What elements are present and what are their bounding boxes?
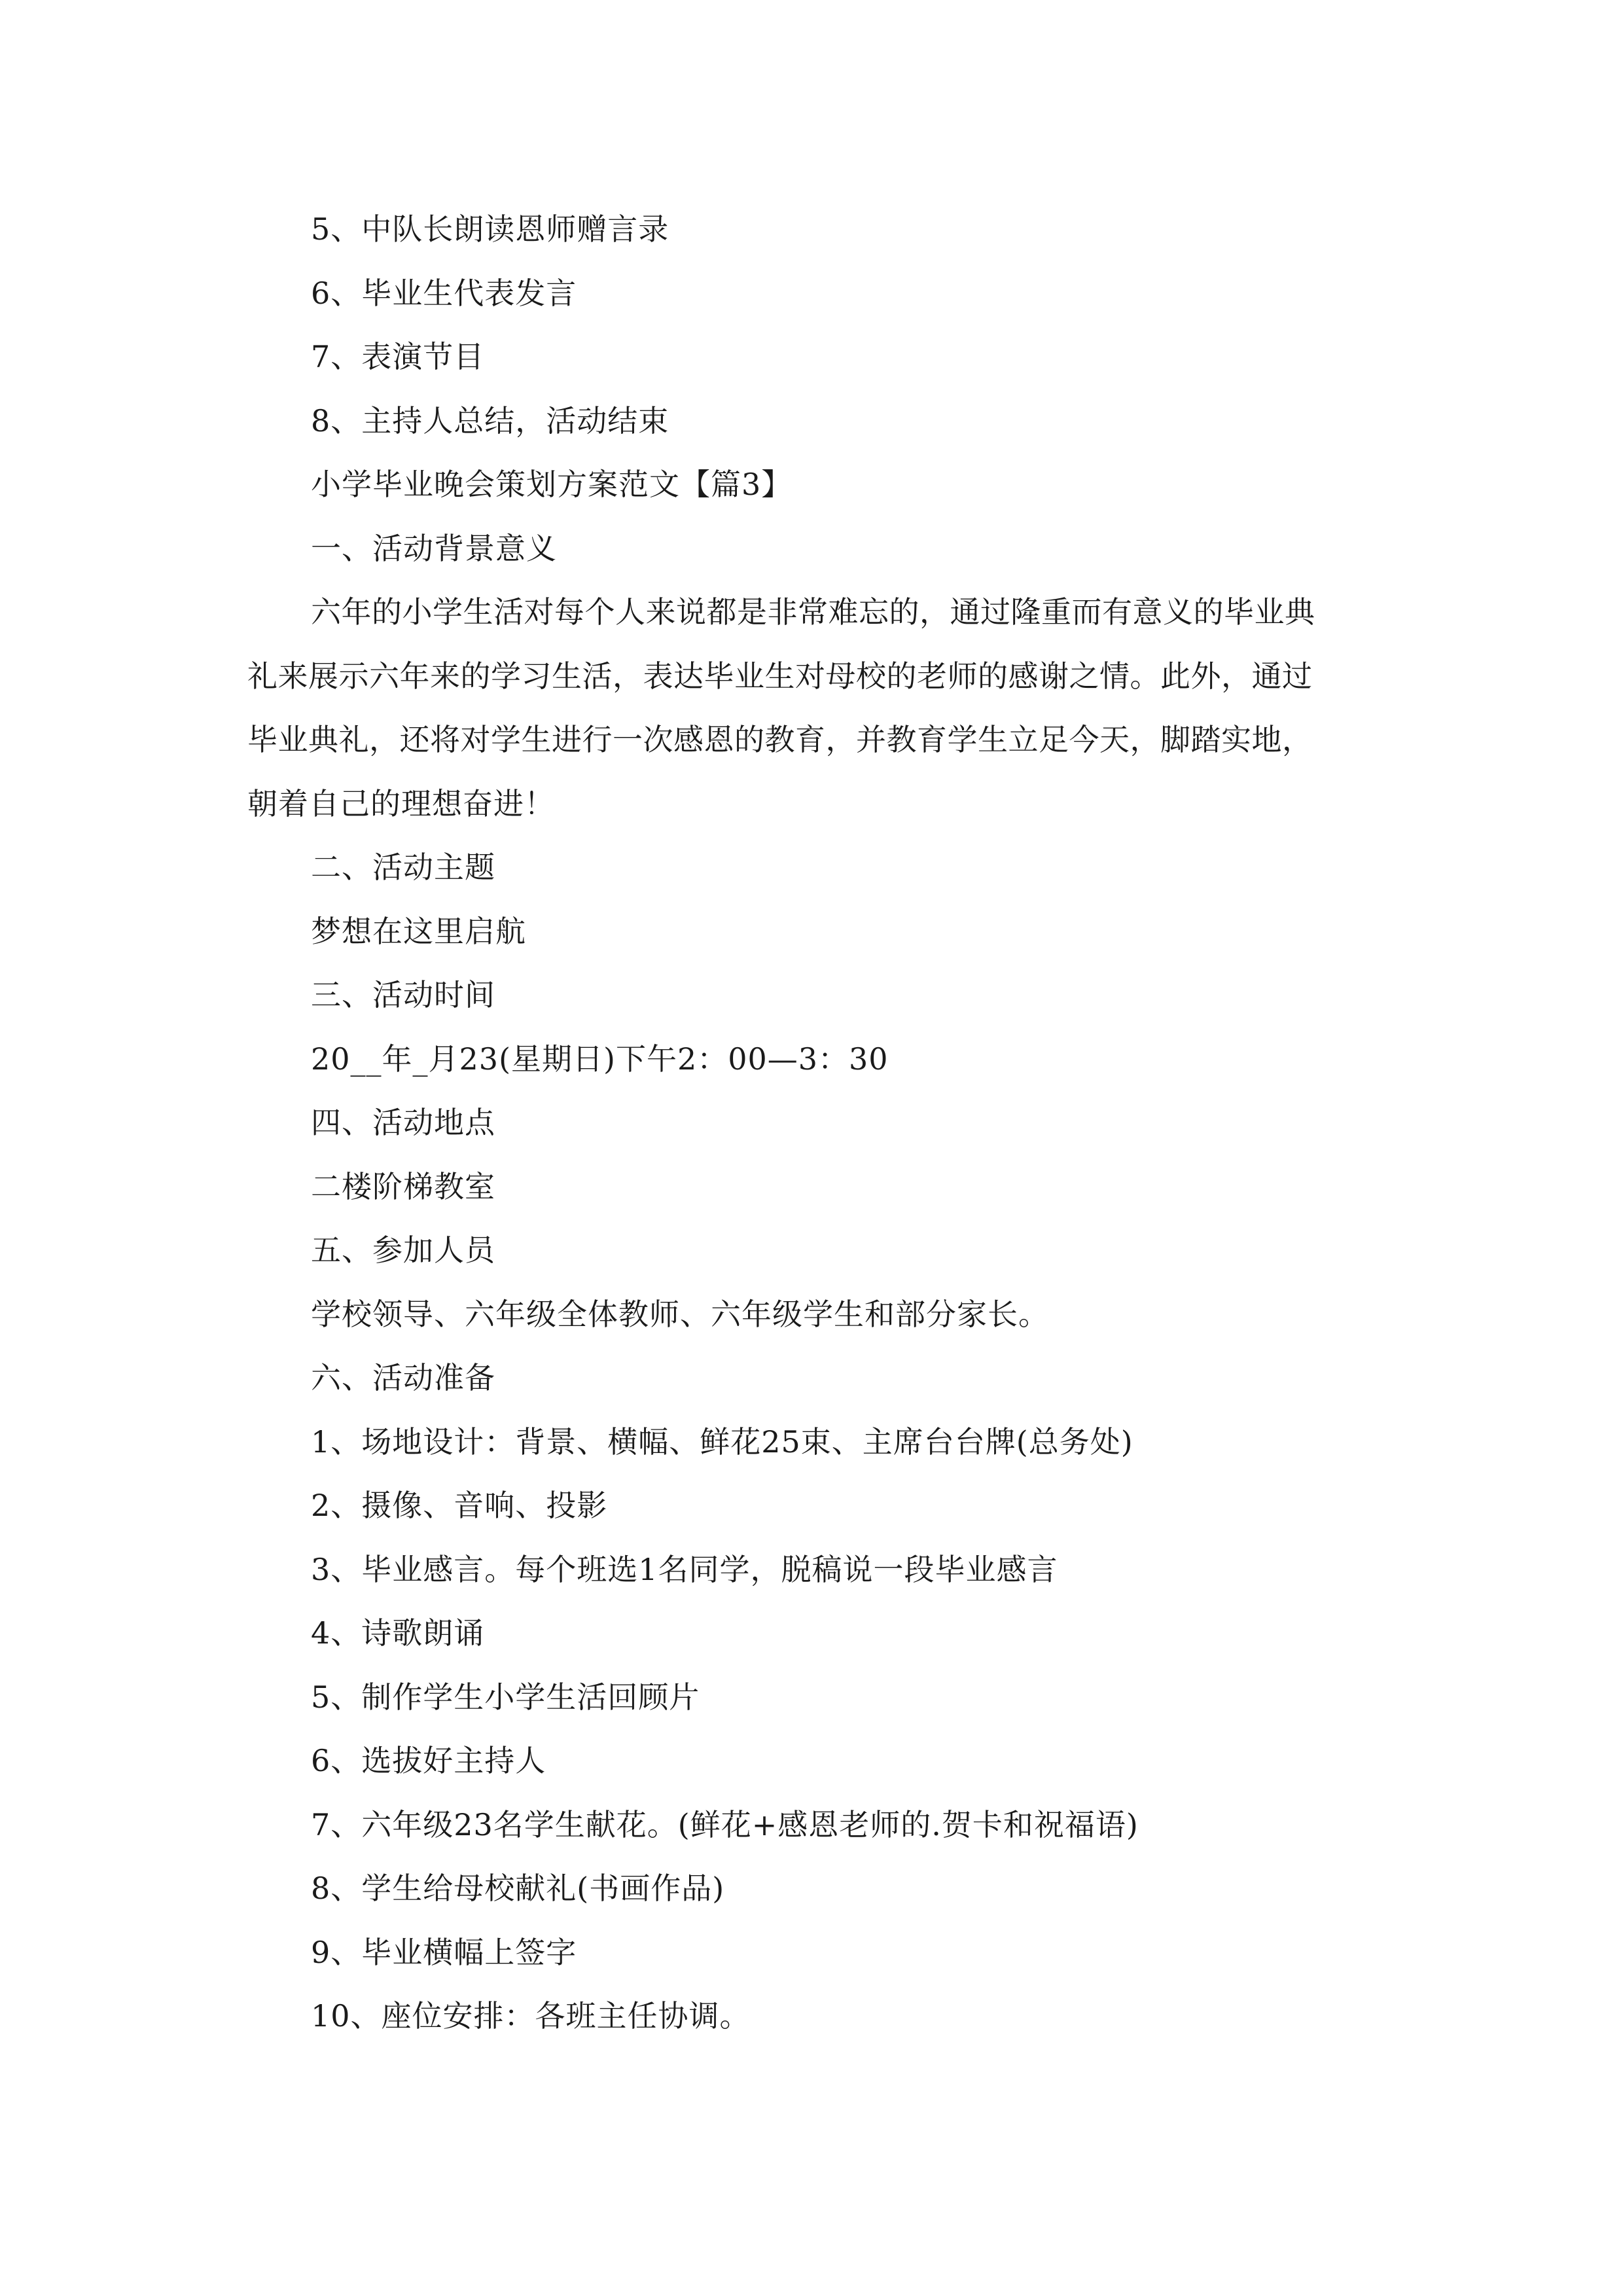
section-heading: 六、活动准备 (311, 1360, 495, 1395)
paragraph-line: 六年的小学生活对每个人来说都是非常难忘的，通过隆重而有意义的毕业典 (311, 594, 1315, 630)
section-heading: 四、活动地点 (311, 1105, 495, 1140)
list-item: 9、毕业横幅上签字 (311, 1935, 577, 1970)
program-item: 7、表演节目 (311, 339, 485, 374)
list-item: 1、场地设计：背景、横幅、鲜花25束、主席台台牌(总务处) (311, 1424, 1133, 1460)
article-title: 小学毕业晚会策划方案范文【篇3】 (311, 467, 793, 502)
section-content: 学校领导、六年级全体教师、六年级学生和部分家长。 (311, 1297, 1049, 1332)
list-item: 2、摄像、音响、投影 (311, 1488, 608, 1523)
program-item: 8、主持人总结，活动结束 (311, 403, 669, 439)
program-item: 6、毕业生代表发言 (311, 276, 577, 311)
section-content: 20__年_月23(星期日)下午2：00—3：30 (311, 1041, 889, 1077)
paragraph-line: 朝着自己的理想奋进！ (247, 786, 555, 821)
list-item: 7、六年级23名学生献花。(鲜花+感恩老师的.贺卡和祝福语) (311, 1807, 1139, 1842)
section-heading: 二、活动主题 (311, 850, 495, 885)
list-item: 4、诗歌朗诵 (311, 1615, 485, 1651)
paragraph-line: 毕业典礼，还将对学生进行一次感恩的教育，并教育学生立足今天，脚踏实地， (247, 722, 1313, 757)
paragraph-line: 礼来展示六年来的学习生活，表达毕业生对母校的老师的感谢之情。此外，通过 (247, 658, 1313, 694)
section-heading: 五、参加人员 (311, 1232, 495, 1268)
list-item: 8、学生给母校献礼(书画作品) (311, 1871, 725, 1906)
list-item: 3、毕业感言。每个班选1名同学，脱稿说一段毕业感言 (311, 1552, 1058, 1587)
list-item: 5、制作学生小学生活回顾片 (311, 1679, 700, 1715)
section-content: 二楼阶梯教室 (311, 1169, 495, 1204)
section-content: 梦想在这里启航 (311, 914, 526, 949)
list-item: 6、选拔好主持人 (311, 1743, 546, 1778)
list-item: 10、座位安排：各班主任协调。 (311, 1998, 751, 2034)
section-heading: 一、活动背景意义 (311, 531, 557, 566)
program-item: 5、中队长朗读恩师赠言录 (311, 211, 669, 247)
section-heading: 三、活动时间 (311, 977, 495, 1013)
